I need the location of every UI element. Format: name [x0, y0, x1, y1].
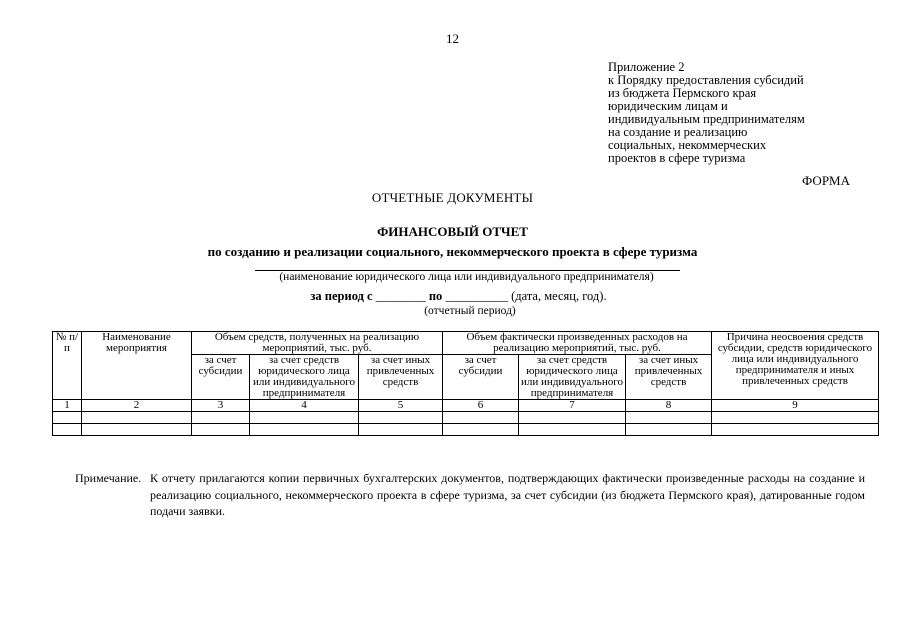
period-start-blank: ________ [375, 289, 426, 303]
period-prefix: за период с [310, 289, 373, 303]
subheader-received-entity: за счет средств юридического лица или индивидуального предпринимателя [250, 355, 359, 400]
reporting-period-caption: (отчетный период) [424, 305, 516, 317]
subheader-actual-entity: за счет средств юридического лица или индивидуального предпринимателя [519, 355, 626, 400]
table-cell[interactable] [82, 412, 192, 424]
table-cell[interactable] [359, 412, 443, 424]
header-col-number: № п/п [53, 332, 82, 400]
table-cell[interactable] [712, 412, 879, 424]
table-cell[interactable] [250, 412, 359, 424]
column-number: 8 [626, 400, 712, 412]
period-suffix: (дата, месяц, год). [511, 289, 607, 303]
report-subtitle: по созданию и реализации социального, некоммерческого проекта в сфере туризма [207, 244, 698, 259]
header-group-actual: Объем фактически произведенных расходов на реализацию мероприятий, тыс. руб. [443, 332, 712, 355]
reporting-period-line [0, 289, 905, 304]
table-cell[interactable] [53, 424, 82, 436]
appendix-line: Приложение 2 [608, 60, 685, 74]
period-middle: по [428, 289, 443, 303]
table-cell[interactable] [82, 424, 192, 436]
table-header-row [53, 332, 879, 355]
period-end-blank: __________ [445, 289, 508, 303]
table-cell[interactable] [359, 424, 443, 436]
note-block [75, 470, 865, 520]
subheader-received-subsidy: за счет субсидии [192, 355, 250, 400]
table-cell[interactable] [443, 412, 519, 424]
appendix-line: юридическим лицам и [608, 99, 728, 113]
table-cell[interactable] [53, 412, 82, 424]
column-number: 4 [250, 400, 359, 412]
note-label: Примечание. [75, 471, 142, 485]
header-group-received: Объем средств, полученных на реализацию мероприятий, тыс. руб. [192, 332, 443, 355]
column-number: 6 [443, 400, 519, 412]
appendix-line: к Порядку предоставления субсидий [608, 73, 804, 87]
table-cell[interactable] [519, 412, 626, 424]
subheader-actual-other: за счет иных привлеченных средств [626, 355, 712, 400]
appendix-line: на создание и реализацию [608, 125, 748, 139]
subheader-actual-subsidy: за счет субсидии [443, 355, 519, 400]
report-title: ФИНАНСОВЫЙ ОТЧЕТ [377, 224, 528, 239]
page-number: 12 [446, 31, 459, 46]
note-text: К отчету прилагаются копии первичных бухгалтерских документов, подтверждающих фактически произведенные расходы на создание и реализацию социального, некоммерческого проекта в сфере туризма, за счет субсидии (из бюджета Пермского края), датированные годом подачи заявки. [150, 471, 865, 518]
column-number: 1 [53, 400, 82, 412]
table-cell[interactable] [250, 424, 359, 436]
table-cell[interactable] [192, 424, 250, 436]
table-column-numbers-row [53, 400, 879, 412]
appendix-line: из бюджета Пермского края [608, 86, 757, 100]
table-cell[interactable] [712, 424, 879, 436]
financial-report-table [52, 331, 879, 436]
table-cell[interactable] [192, 412, 250, 424]
form-label: ФОРМА [802, 173, 850, 188]
table-cell[interactable] [626, 412, 712, 424]
appendix-line: проектов в сфере туризма [608, 151, 746, 165]
table-row [53, 424, 879, 436]
column-number: 2 [82, 400, 192, 412]
table-cell[interactable] [626, 424, 712, 436]
appendix-line: индивидуальным предпринимателям [608, 112, 805, 126]
table-cell[interactable] [519, 424, 626, 436]
appendix-reference [608, 61, 805, 165]
column-number: 5 [359, 400, 443, 412]
entity-name-caption: (наименование юридического лица или индивидуального предпринимателя) [279, 271, 654, 283]
column-number: 7 [519, 400, 626, 412]
column-number: 3 [192, 400, 250, 412]
table-row [53, 412, 879, 424]
appendix-line: социальных, некоммерческих [608, 138, 767, 152]
header-col-reason: Причина неосвоения средств субсидии, средств юридического лица или индивидуального предпринимателя и иных привлеченных средств [712, 332, 879, 400]
column-number: 9 [712, 400, 879, 412]
table-cell[interactable] [443, 424, 519, 436]
subheader-received-other: за счет иных привлеченных средств [359, 355, 443, 400]
header-col-activity: Наименование мероприятия [82, 332, 192, 400]
document-type-heading: ОТЧЕТНЫЕ ДОКУМЕНТЫ [371, 190, 534, 205]
